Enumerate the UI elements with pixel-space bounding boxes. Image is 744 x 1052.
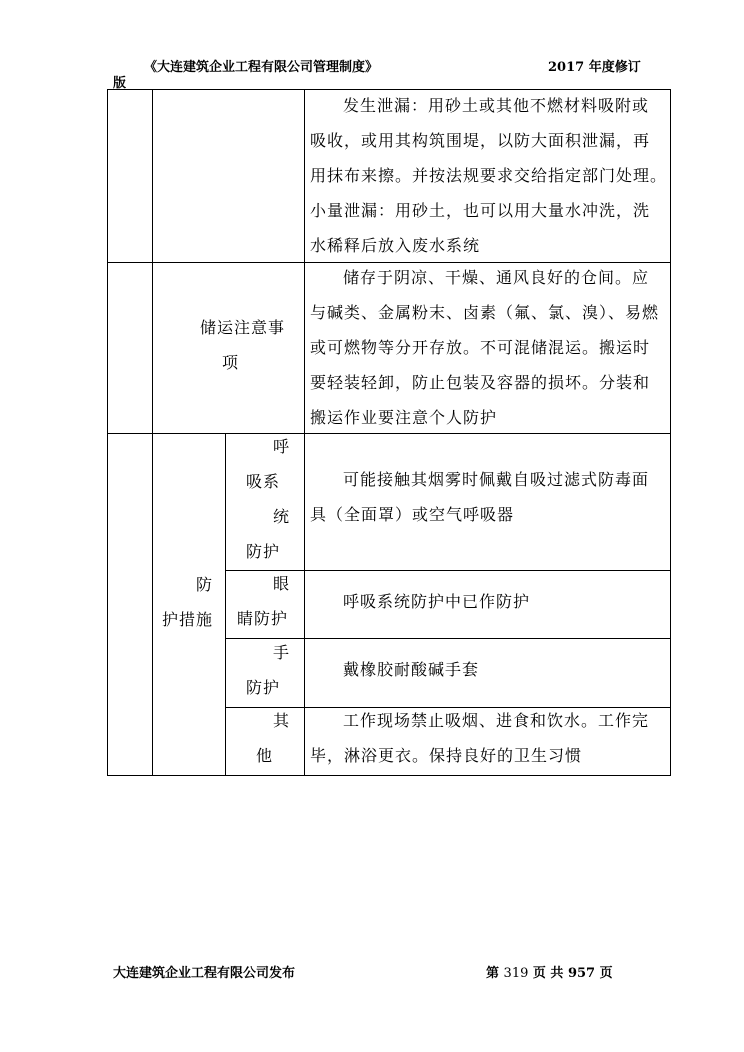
storage-label (160, 310, 300, 380)
leak-line-1: 发生泄漏：用砂土或其他不燃材料吸附或 (343, 96, 650, 115)
eye-line-1: 呼吸系统防护中已作防护 (343, 592, 531, 611)
other-label (246, 703, 302, 773)
storage-line-3: 或可燃物等分开存放。不可混储混运。搬运时 (310, 338, 651, 357)
page-number: 319 (503, 966, 529, 981)
page-total: 957 (567, 966, 596, 981)
hand-content (343, 652, 669, 687)
respiratory-label (246, 429, 302, 569)
document-title: 《大连建筑企业工程有限公司管理制度》 (144, 60, 379, 75)
leak-line-2: 吸收，或用其构筑围堤，以防大面积泄漏，再 (310, 131, 651, 150)
eye-label (237, 566, 303, 636)
other-label-line-2: 他 (256, 746, 274, 765)
respiratory-label-line-1: 呼 (273, 437, 291, 456)
other-line-1: 工作现场禁止吸烟、进食和饮水。工作完 (343, 711, 650, 730)
storage-line-2: 与碱类、金属粉末、卤素（氟、氯、溴）、易燃 (310, 303, 660, 322)
respiratory-content (310, 462, 670, 532)
revision-year: 2017 年度修订 (548, 60, 641, 75)
hand-label (246, 635, 302, 705)
revision-suffix: 版 (113, 76, 127, 91)
storage-line-4: 要轻装轻卸，防止包装及容器的损坏。分装和 (310, 373, 651, 392)
eye-label-line-1: 眼 (273, 574, 291, 593)
protection-label (158, 567, 224, 637)
storage-line-1: 储存于阴凉、干燥、通风良好的仓间。应 (343, 268, 650, 287)
storage-content (310, 260, 670, 435)
eye-content (343, 584, 669, 619)
leak-content (310, 88, 670, 263)
respiratory-line-1: 可能接触其烟雾时佩戴自吸过滤式防毒面 (343, 470, 650, 489)
leak-line-3: 用抹布来擦。并按法规要求交给指定部门处理。 (310, 166, 668, 185)
protection-label-line-2: 护措施 (162, 610, 214, 629)
leak-line-4: 小量泄漏：用砂土，也可以用大量水冲洗，洗 (310, 201, 651, 220)
respiratory-label-line-3: 统 (273, 507, 291, 526)
other-line-2: 毕，淋浴更衣。保持良好的卫生习惯 (310, 746, 583, 765)
page-suffix: 页 (599, 966, 613, 981)
hand-label-line-1: 手 (273, 643, 291, 662)
hand-line-1: 戴橡胶耐酸碱手套 (343, 660, 480, 679)
other-content (310, 703, 670, 773)
respiratory-label-line-4: 防护 (246, 542, 281, 561)
respiratory-label-line-2: 吸系 (246, 472, 281, 491)
protection-label-line-1: 防 (196, 575, 214, 594)
other-label-line-1: 其 (273, 711, 291, 730)
eye-label-line-2: 睛防护 (237, 609, 289, 628)
page-mid: 页 共 (532, 966, 564, 981)
storage-label-line-1: 储运注意事 (200, 318, 286, 337)
footer-page-info (486, 962, 613, 981)
leak-line-5: 水稀释后放入废水系统 (310, 236, 481, 255)
storage-line-5: 搬运作业要注意个人防护 (310, 408, 498, 427)
page-prefix: 第 (486, 966, 500, 981)
footer-publisher: 大连建筑企业工程有限公司发布 (113, 966, 296, 981)
respiratory-line-2: 具（全面罩）或空气呼吸器 (310, 505, 515, 524)
storage-label-line-2: 项 (222, 353, 240, 372)
hand-label-line-2: 防护 (246, 678, 281, 697)
